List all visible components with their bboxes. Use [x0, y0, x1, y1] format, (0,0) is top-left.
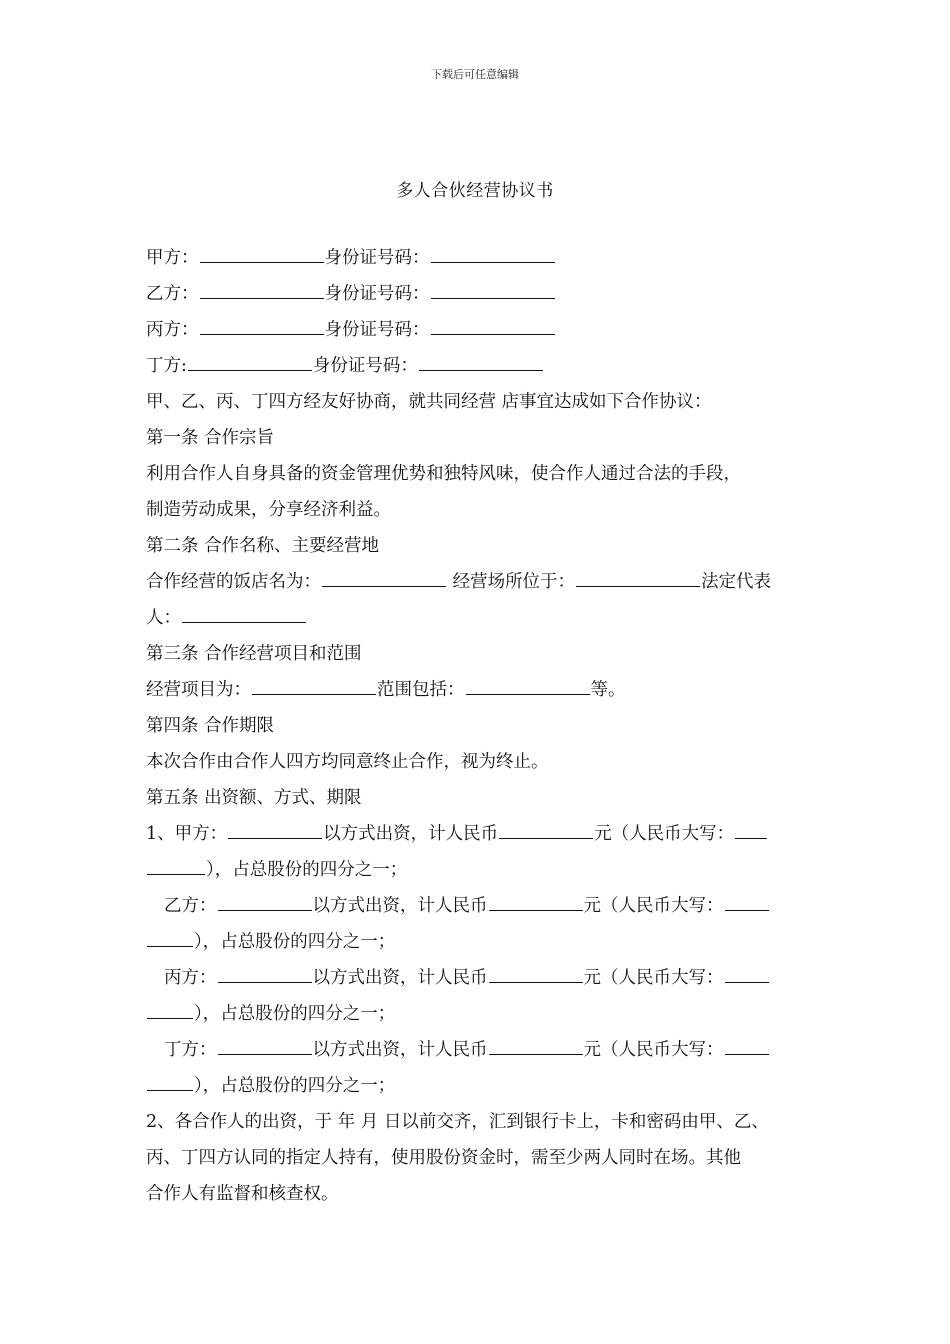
name-blank[interactable] [200, 318, 324, 335]
contribution-row [146, 816, 814, 852]
article-5-clause-2: 丙、丁四方认同的指定人持有，使用股份资金时，需至少两人同时在场。其他 [146, 1148, 741, 1168]
contribution-party-label: 丙方： [164, 968, 217, 988]
id-label: 身份证号码： [312, 356, 418, 376]
party-line [146, 276, 814, 312]
contribution-share-text: ），占总股份的四分之一； [194, 932, 396, 952]
document-body [146, 240, 814, 1212]
contribution-text: 以方式出资，计人民币 [312, 968, 488, 988]
contribution-share-text: ），占总股份的四分之一； [194, 1004, 396, 1024]
contribution-words-blank[interactable] [725, 966, 769, 983]
contribution-words-blank[interactable] [147, 930, 193, 947]
contribution-words-blank[interactable] [725, 1038, 769, 1055]
scope-blank[interactable] [466, 678, 590, 695]
article-5-title: 第五条 出资额、方式、期限 [146, 788, 362, 808]
article-4-text: 本次合作由合作人四方均同意终止合作，视为终止。 [146, 752, 549, 772]
contribution-words-blank[interactable] [147, 1074, 193, 1091]
contribution-method-blank[interactable] [218, 894, 312, 911]
contribution-row [146, 1032, 814, 1068]
business-items-blank[interactable] [252, 678, 376, 695]
name-blank[interactable] [200, 246, 324, 263]
contribution-amount-blank[interactable] [499, 822, 593, 839]
party-label: 甲方： [146, 248, 199, 268]
contribution-row-cont [146, 996, 814, 1032]
legal-rep-blank[interactable] [182, 606, 306, 623]
contribution-words-blank[interactable] [147, 858, 205, 875]
legal-rep-label: 法定代表 [701, 572, 772, 592]
contribution-party-label: 1、甲方： [146, 824, 228, 844]
contribution-method-blank[interactable] [218, 1038, 312, 1055]
contribution-words-blank[interactable] [725, 894, 769, 911]
party-label: 丁方: [146, 356, 187, 376]
article-1-title: 第一条 合作宗旨 [146, 428, 275, 448]
contribution-method-blank[interactable] [228, 822, 322, 839]
id-blank[interactable] [431, 318, 555, 335]
scope-label: 范围包括： [377, 680, 465, 700]
contribution-text: 以方式出资，计人民币 [312, 1040, 488, 1060]
legal-rep-label-cont: 人： [146, 608, 181, 628]
id-blank[interactable] [431, 246, 555, 263]
intro-text: 甲、乙、丙、丁四方经友好协商，就共同经营 店事宜达成如下合作协议： [146, 392, 712, 412]
name-blank[interactable] [188, 354, 312, 371]
restaurant-name-label: 合作经营的饭店名为： [146, 572, 321, 592]
party-label: 乙方： [146, 284, 199, 304]
id-label: 身份证号码： [324, 284, 430, 304]
party-label: 丙方： [146, 320, 199, 340]
party-line [146, 240, 814, 276]
contribution-row [146, 960, 814, 996]
id-blank[interactable] [431, 282, 555, 299]
id-label: 身份证号码： [324, 248, 430, 268]
id-blank[interactable] [419, 354, 543, 371]
contribution-row-cont [146, 1068, 814, 1104]
contribution-share-text: ），占总股份的四分之一； [206, 860, 408, 880]
contribution-amount-blank[interactable] [489, 966, 583, 983]
contribution-text: 元（人民币大写： [583, 896, 724, 916]
party-line [146, 312, 814, 348]
name-blank[interactable] [200, 282, 324, 299]
id-label: 身份证号码： [324, 320, 430, 340]
etc-text: 等。 [590, 680, 626, 700]
article-5-clause-2: 2、各合作人的出资，于 年 月 日以前交齐，汇到银行卡上，卡和密码由甲、乙、 [146, 1112, 769, 1132]
article-2-title: 第二条 合作名称、主要经营地 [146, 536, 380, 556]
contribution-text: 以方式出资，计人民币 [312, 896, 488, 916]
contribution-row-cont [146, 924, 814, 960]
page-header-note: 下载后可任意编辑 [431, 68, 519, 81]
article-1-text: 制造劳动成果，分享经济利益。 [146, 500, 391, 520]
contribution-text: 元（人民币大写： [583, 968, 724, 988]
contribution-amount-blank[interactable] [489, 894, 583, 911]
article-2-text [146, 600, 814, 636]
contribution-party-label: 乙方： [164, 896, 217, 916]
contribution-text: 元（人民币大写： [594, 824, 735, 844]
restaurant-name-blank[interactable] [322, 570, 446, 587]
article-3-text [146, 672, 814, 708]
location-blank[interactable] [576, 570, 700, 587]
contribution-share-text: ），占总股份的四分之一； [194, 1076, 396, 1096]
contribution-method-blank[interactable] [218, 966, 312, 983]
article-5-clause-2: 合作人有监督和核查权。 [146, 1184, 339, 1204]
contribution-amount-blank[interactable] [489, 1038, 583, 1055]
article-1-text: 利用合作人自身具备的资金管理优势和独特风味，使合作人通过合法的手段， [146, 464, 741, 484]
contribution-party-label: 丁方： [164, 1040, 217, 1060]
contribution-text: 以方式出资，计人民币 [323, 824, 499, 844]
contribution-text: 元（人民币大写： [583, 1040, 724, 1060]
business-items-label: 经营项目为： [146, 680, 251, 700]
location-label: 经营场所位于： [447, 572, 576, 592]
article-3-title: 第三条 合作经营项目和范围 [146, 644, 362, 664]
contribution-words-blank[interactable] [735, 822, 767, 839]
party-line [146, 348, 814, 384]
contribution-words-blank[interactable] [147, 1002, 193, 1019]
contribution-row-cont [146, 852, 814, 888]
document-title: 多人合伙经营协议书 [396, 181, 554, 201]
article-4-title: 第四条 合作期限 [146, 716, 275, 736]
article-2-text [146, 564, 814, 600]
contribution-row [146, 888, 814, 924]
